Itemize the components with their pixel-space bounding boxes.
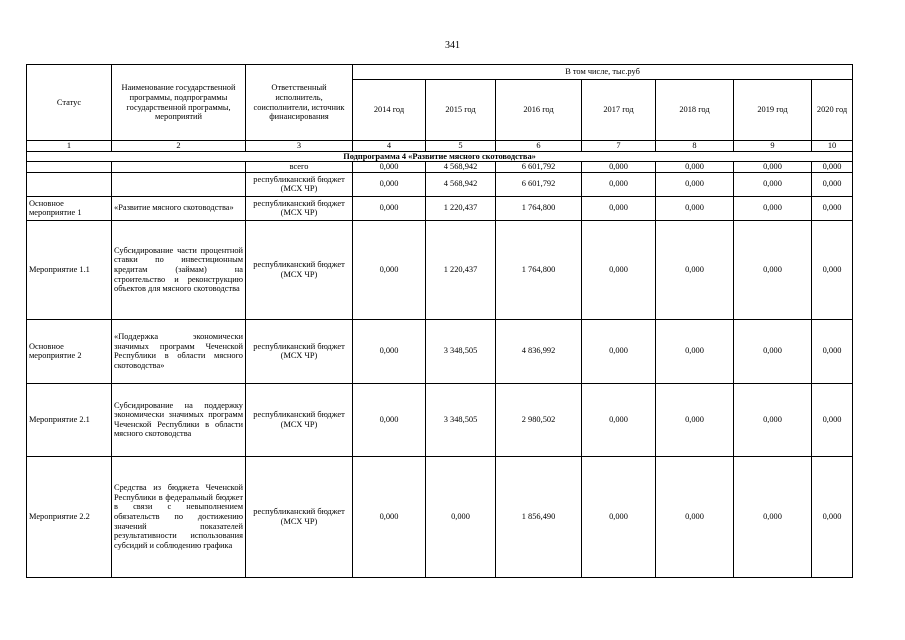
header-status: Статус	[27, 65, 112, 141]
column-numbers-row	[27, 141, 853, 152]
value-cell: 0,000	[582, 172, 656, 196]
source-cell: республиканский бюджет (МСХ ЧР)	[246, 383, 353, 456]
header-year: 2019 год	[734, 80, 812, 141]
header-name: Наименование государственной программы, подпрограммы государственной программы, мероприятий	[112, 65, 246, 141]
name-cell: «Поддержка экономически значимых программ Чеченской Республики в области мясного скотоводства»	[112, 319, 246, 383]
value-cell: 1 220,437	[426, 196, 496, 220]
value-cell: 0,000	[812, 172, 853, 196]
header-row	[27, 65, 853, 80]
value-cell: 6 601,792	[496, 172, 582, 196]
value-cell: 3 348,505	[426, 319, 496, 383]
name-cell	[112, 172, 246, 196]
name-cell: Субсидирование на поддержку экономически значимых программ Чеченской Республики в области мясного скотоводства	[112, 383, 246, 456]
header-year: 2017 год	[582, 80, 656, 141]
value-cell: 4 836,992	[496, 319, 582, 383]
value-cell: 0,000	[656, 456, 734, 577]
value-cell: 0,000	[656, 162, 734, 173]
header-year: 2015 год	[426, 80, 496, 141]
header-year: 2014 год	[353, 80, 426, 141]
status-cell: Основное мероприятие 2	[27, 319, 112, 383]
subprogram-title: Подпрограмма 4 «Развитие мясного скотоводства»	[27, 151, 853, 162]
value-cell: 1 856,490	[496, 456, 582, 577]
value-cell: 1 220,437	[426, 220, 496, 319]
name-cell: «Развитие мясного скотоводства»	[112, 196, 246, 220]
status-cell	[27, 172, 112, 196]
value-cell: 4 568,942	[426, 172, 496, 196]
value-cell: 0,000	[582, 196, 656, 220]
value-cell: 0,000	[582, 319, 656, 383]
column-number: 4	[353, 141, 426, 152]
value-cell: 1 764,800	[496, 220, 582, 319]
value-cell: 0,000	[656, 319, 734, 383]
table-row	[27, 383, 853, 456]
source-cell: республиканский бюджет (МСХ ЧР)	[246, 319, 353, 383]
value-cell: 4 568,942	[426, 162, 496, 173]
value-cell: 0,000	[734, 456, 812, 577]
value-cell: 0,000	[734, 196, 812, 220]
header-responsible: Ответственный исполнитель, соисполнители, источник финансирования	[246, 65, 353, 141]
value-cell: 0,000	[812, 220, 853, 319]
table-row	[27, 456, 853, 577]
source-cell: всего	[246, 162, 353, 173]
value-cell: 0,000	[426, 456, 496, 577]
value-cell: 0,000	[582, 383, 656, 456]
value-cell: 1 764,800	[496, 196, 582, 220]
value-cell: 0,000	[734, 162, 812, 173]
column-number: 2	[112, 141, 246, 152]
table-row	[27, 196, 853, 220]
value-cell: 0,000	[582, 456, 656, 577]
source-cell: республиканский бюджет (МСХ ЧР)	[246, 196, 353, 220]
value-cell: 0,000	[812, 162, 853, 173]
status-cell: Основное мероприятие 1	[27, 196, 112, 220]
value-cell: 0,000	[353, 383, 426, 456]
value-cell: 0,000	[734, 319, 812, 383]
value-cell: 0,000	[656, 172, 734, 196]
column-number: 9	[734, 141, 812, 152]
header-year: 2016 год	[496, 80, 582, 141]
budget-table	[26, 64, 853, 578]
value-cell: 0,000	[734, 383, 812, 456]
header-year: 2018 год	[656, 80, 734, 141]
column-number: 1	[27, 141, 112, 152]
value-cell: 0,000	[656, 196, 734, 220]
value-cell: 0,000	[353, 220, 426, 319]
value-cell: 2 980,502	[496, 383, 582, 456]
subprogram-row	[27, 151, 853, 162]
status-cell	[27, 162, 112, 173]
page-number: 341	[445, 40, 460, 51]
header-year: 2020 год	[812, 80, 853, 141]
value-cell: 0,000	[656, 383, 734, 456]
value-cell: 0,000	[812, 196, 853, 220]
name-cell	[112, 162, 246, 173]
status-cell: Мероприятие 1.1	[27, 220, 112, 319]
table-row	[27, 162, 853, 173]
column-number: 7	[582, 141, 656, 152]
value-cell: 0,000	[656, 220, 734, 319]
value-cell: 0,000	[353, 456, 426, 577]
column-number: 5	[426, 141, 496, 152]
value-cell: 0,000	[812, 383, 853, 456]
value-cell: 3 348,505	[426, 383, 496, 456]
name-cell: Субсидирование части процентной ставки по инвестиционным кредитам (займам) на строительство и реконструкцию объектов для мясного скотоводства	[112, 220, 246, 319]
source-cell: республиканский бюджет (МСХ ЧР)	[246, 220, 353, 319]
status-cell: Мероприятие 2.2	[27, 456, 112, 577]
header-group: В том числе, тыс.руб	[353, 65, 853, 80]
value-cell: 0,000	[582, 162, 656, 173]
column-number: 6	[496, 141, 582, 152]
value-cell: 6 601,792	[496, 162, 582, 173]
value-cell: 0,000	[812, 456, 853, 577]
value-cell: 0,000	[734, 172, 812, 196]
value-cell: 0,000	[582, 220, 656, 319]
value-cell: 0,000	[353, 319, 426, 383]
table-row	[27, 220, 853, 319]
column-number: 10	[812, 141, 853, 152]
value-cell: 0,000	[353, 196, 426, 220]
table-row	[27, 172, 853, 196]
source-cell: республиканский бюджет (МСХ ЧР)	[246, 172, 353, 196]
value-cell: 0,000	[812, 319, 853, 383]
status-cell: Мероприятие 2.1	[27, 383, 112, 456]
name-cell: Средства из бюджета Чеченской Республики в федеральный бюджет в связи с невыполнением обязательств по достижению значений показателей результативности использования субсидий и соблюдению графика	[112, 456, 246, 577]
value-cell: 0,000	[353, 172, 426, 196]
source-cell: республиканский бюджет (МСХ ЧР)	[246, 456, 353, 577]
table-row	[27, 319, 853, 383]
column-number: 3	[246, 141, 353, 152]
column-number: 8	[656, 141, 734, 152]
value-cell: 0,000	[734, 220, 812, 319]
value-cell: 0,000	[353, 162, 426, 173]
